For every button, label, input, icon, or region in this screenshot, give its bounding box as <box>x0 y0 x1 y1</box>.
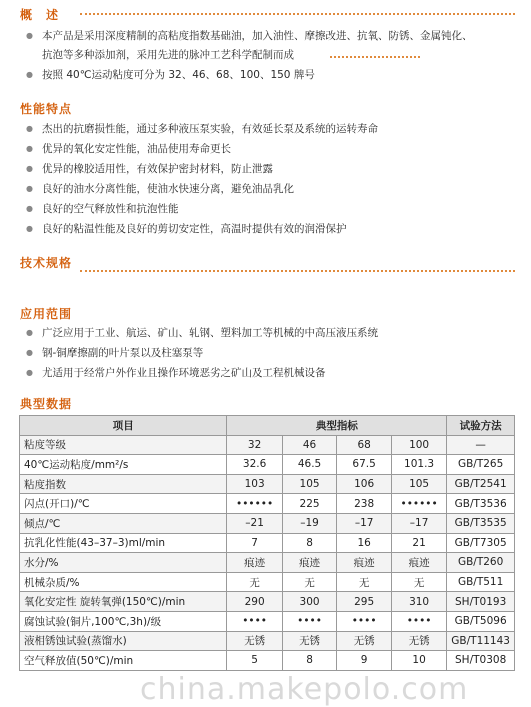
table-row <box>20 553 515 573</box>
feature-item: ● 良好的粘温性能及良好的剪切安定性，高温时提供有效的润滑保护 <box>26 220 347 238</box>
feature-item: ● 良好的油水分离性能，使油水快速分离，避免油品乳化 <box>26 180 294 198</box>
bullet-icon: ● <box>26 348 33 357</box>
cell-value: 无锈 <box>337 631 392 651</box>
cell-value: 无锈 <box>391 631 446 651</box>
watermark: china.makepolo.com <box>140 672 469 707</box>
cell-value: 无锈 <box>227 631 282 651</box>
cell-value: 8 <box>282 533 337 553</box>
applications-title: 应用范围 <box>20 307 73 321</box>
cell-method: — <box>447 435 515 455</box>
cell-value: 46.5 <box>282 455 337 475</box>
bullet-icon: ● <box>26 164 33 173</box>
cell-value: –17 <box>337 513 392 533</box>
cell-value: 100 <box>391 435 446 455</box>
table-row <box>20 533 515 553</box>
bullet-icon: ● <box>26 224 33 233</box>
cell-item: 粘度等级 <box>20 435 227 455</box>
application-item: ● 钢-铜摩擦副的叶片泵以及柱塞泵等 <box>26 344 203 362</box>
cell-value: 101.3 <box>391 455 446 475</box>
cell-value: 无 <box>391 572 446 592</box>
cell-item: 抗乳化性能(43–37–3)ml/min <box>20 533 227 553</box>
overview-item: ● 按照 40℃运动粘度可分为 32、46、68、100、150 牌号 <box>26 66 315 84</box>
cell-value: •••• <box>282 611 337 631</box>
cell-value: 46 <box>282 435 337 455</box>
bullet-icon: ● <box>26 124 33 133</box>
cell-method: GB/T3536 <box>447 494 515 514</box>
cell-method: SH/T0193 <box>447 592 515 612</box>
cell-item: 倾点/℃ <box>20 513 227 533</box>
cell-value: 9 <box>337 651 392 671</box>
bullet-icon: ● <box>26 204 33 213</box>
cell-method: GB/T3535 <box>447 513 515 533</box>
cell-item: 40℃运动粘度/mm²/s <box>20 455 227 475</box>
cell-value: 295 <box>337 592 392 612</box>
cell-method: SH/T0308 <box>447 651 515 671</box>
table-row <box>20 435 515 455</box>
cell-value: 无 <box>282 572 337 592</box>
overview-title: 概 述 <box>20 8 60 22</box>
feature-item: ● 优异的橡胶适用性，有效保护密封材料，防止泄露 <box>26 160 273 178</box>
header-values: 典型指标 <box>227 416 447 436</box>
cell-value: –19 <box>282 513 337 533</box>
cell-value: 5 <box>227 651 282 671</box>
cell-method: GB/T5096 <box>447 611 515 631</box>
cell-method: GB/T11143 <box>447 631 515 651</box>
feature-item: ● 杰出的抗磨损性能，通过多种液压泵实验，有效延长泵及系统的运转寿命 <box>26 120 378 138</box>
table-row <box>20 474 515 494</box>
specs-title: 技术规格 <box>20 256 73 270</box>
cell-item: 水分/% <box>20 553 227 573</box>
cell-method: GB/T7305 <box>447 533 515 553</box>
application-item: ● 广泛应用于工业、航运、矿山、轧钢、塑料加工等机械的中高压液压系统 <box>26 324 378 342</box>
bullet-icon: ● <box>26 70 33 79</box>
cell-value: 105 <box>282 474 337 494</box>
cell-item: 氧化安定性 旋转氧弹(150℃)/min <box>20 592 227 612</box>
cell-value: 痕迹 <box>337 553 392 573</box>
cell-method: GB/T2541 <box>447 474 515 494</box>
cell-value: 105 <box>391 474 446 494</box>
feature-item: ● 良好的空气释放性和抗泡性能 <box>26 200 179 218</box>
cell-item: 液相锈蚀试验(蒸馏水) <box>20 631 227 651</box>
cell-value: 103 <box>227 474 282 494</box>
cell-value: 无 <box>227 572 282 592</box>
cell-value: 32.6 <box>227 455 282 475</box>
cell-value: –17 <box>391 513 446 533</box>
cell-value: 32 <box>227 435 282 455</box>
overview-item: ● 本产品是采用深度精制的高粘度指数基础油，加入油性、摩擦改进、抗氧、防锈、金属钝化、 <box>26 27 473 45</box>
cell-item: 粘度指数 <box>20 474 227 494</box>
dotted-fill <box>330 56 420 58</box>
cell-value: –21 <box>227 513 282 533</box>
table-row <box>20 494 515 514</box>
typical-data-table <box>19 415 515 671</box>
table-row <box>20 572 515 592</box>
cell-value: •••••• <box>391 494 446 514</box>
header-method: 试验方法 <box>447 416 515 436</box>
cell-item: 空气释放值(50℃)/min <box>20 651 227 671</box>
cell-value: 10 <box>391 651 446 671</box>
table-row <box>20 631 515 651</box>
table-row <box>20 611 515 631</box>
cell-value: 21 <box>391 533 446 553</box>
table-header-row <box>20 416 515 436</box>
bullet-icon: ● <box>26 328 33 337</box>
feature-item: ● 优异的氧化安定性能，油品使用寿命更长 <box>26 140 231 158</box>
cell-value: 无 <box>337 572 392 592</box>
cell-value: 238 <box>337 494 392 514</box>
typical-data-title: 典型数据 <box>20 397 73 411</box>
cell-value: 106 <box>337 474 392 494</box>
table-row <box>20 455 515 475</box>
overview-item-continued: 抗泡等多种添加剂，采用先进的脉冲工艺科学配制而成 <box>42 49 294 61</box>
cell-value: 300 <box>282 592 337 612</box>
cell-value: 68 <box>337 435 392 455</box>
table-row <box>20 592 515 612</box>
cell-value: 16 <box>337 533 392 553</box>
cell-value: 290 <box>227 592 282 612</box>
cell-value: 痕迹 <box>227 553 282 573</box>
cell-item: 腐蚀试验(铜片,100℃,3h)/级 <box>20 611 227 631</box>
cell-method: GB/T511 <box>447 572 515 592</box>
table-row <box>20 513 515 533</box>
cell-method: GB/T265 <box>447 455 515 475</box>
bullet-icon: ● <box>26 184 33 193</box>
cell-value: •••• <box>391 611 446 631</box>
bullet-icon: ● <box>26 31 33 40</box>
cell-value: 7 <box>227 533 282 553</box>
cell-item: 闪点(开口)/℃ <box>20 494 227 514</box>
section-divider <box>80 13 515 15</box>
application-item: ● 尤适用于经常户外作业且操作环境恶劣之矿山及工程机械设备 <box>26 364 326 382</box>
cell-method: GB/T260 <box>447 553 515 573</box>
bullet-icon: ● <box>26 144 33 153</box>
bullet-icon: ● <box>26 368 33 377</box>
features-title: 性能特点 <box>20 102 73 116</box>
cell-value: 痕迹 <box>282 553 337 573</box>
cell-value: 痕迹 <box>391 553 446 573</box>
cell-value: 67.5 <box>337 455 392 475</box>
cell-value: •••• <box>227 611 282 631</box>
cell-value: •••••• <box>227 494 282 514</box>
cell-value: •••• <box>337 611 392 631</box>
header-item: 项目 <box>20 416 227 436</box>
cell-value: 310 <box>391 592 446 612</box>
section-divider <box>80 270 515 272</box>
table-row <box>20 651 515 671</box>
cell-value: 8 <box>282 651 337 671</box>
cell-value: 225 <box>282 494 337 514</box>
cell-item: 机械杂质/% <box>20 572 227 592</box>
cell-value: 无锈 <box>282 631 337 651</box>
